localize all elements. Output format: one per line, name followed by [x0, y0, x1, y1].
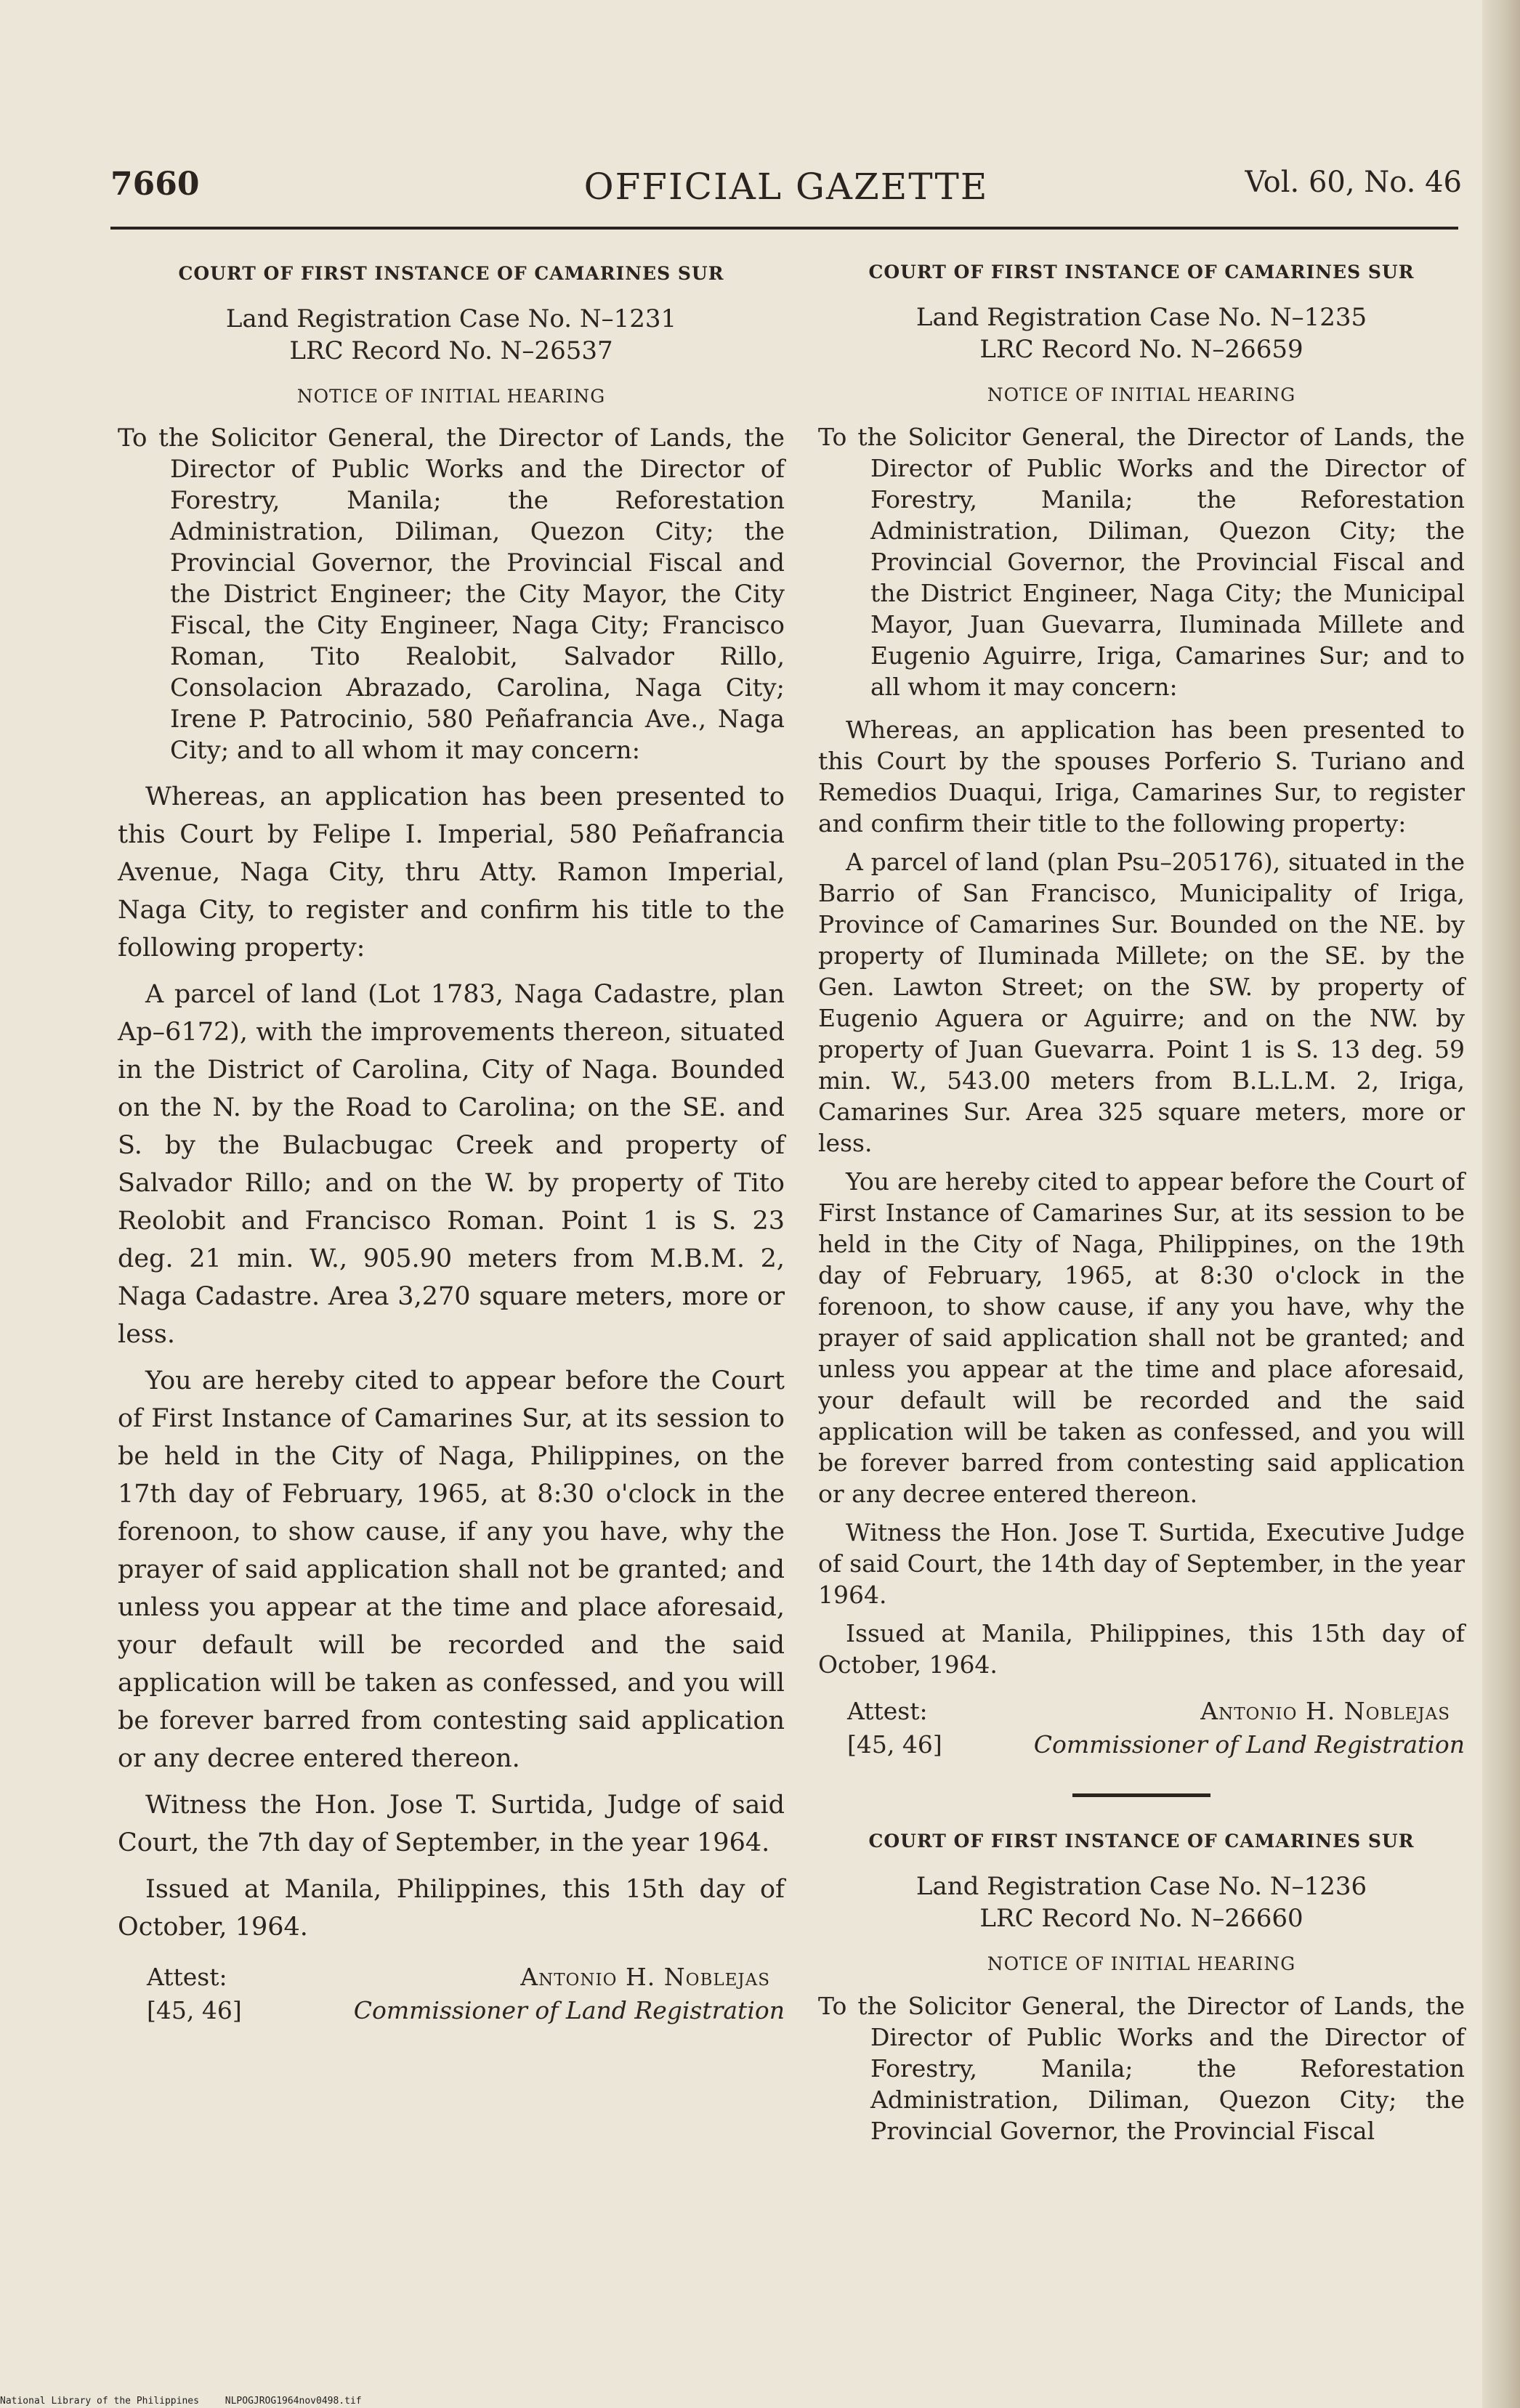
witness-paragraph: Witness the Hon. Jose T. Surtida, Executive Judge of said Court, the 14th day of September, in the year 1964.	[818, 1518, 1465, 1609]
scan-filename: NLPOGJROG1964nov0498.tif	[225, 2396, 362, 2407]
issued-paragraph: Issued at Manila, Philippines, this 15th day of October, 1964.	[818, 1619, 1465, 1679]
court-heading: COURT OF FIRST INSTANCE OF CAMARINES SUR	[178, 263, 724, 284]
page-binding-shadow	[1482, 0, 1520, 2408]
signature-block	[118, 1961, 785, 2030]
property-paragraph: A parcel of land (Lot 1783, Naga Cadastre, plan Ap–6172), with the improvements thereon, situated in the District of Carolina, City of Naga. Bounded on the N. by the Road to Carolina; on the SE. and S. by the Bulacbugac Creek and property of Salvador Rillo; and on the W. by property of Tito Reolobit and Francisco Roman. Point 1 is S. 23 deg. 21 min. W., 905.90 meters from M.B.M. 2, Naga Cadastre. Area 3,270 square meters, more or less.	[118, 980, 785, 1349]
signer-title: Commissioner of Land Registration	[353, 1996, 785, 2024]
property-paragraph: A parcel of land (plan Psu–205176), situated in the Barrio of San Francisco, Municipality of Iriga, Province of Camarines Sur. Bounded on the NE. by property of Iluminada Millete; on the SE. by the Gen. Lawton Street; on the SW. by property of Eugenio Aguera or Aguirre; and on the NW. by property of Juan Guevarra. Point 1 is S. 13 deg. 59 min. W., 543.00 meters from B.L.L.M. 2, Iriga, Camarines Sur. Area 325 square meters, more or less.	[818, 848, 1465, 1157]
lrc-record: LRC Record No. N–26659	[979, 335, 1303, 364]
signer-name: Antonio H. Noblejas	[520, 1963, 770, 1991]
addressees: To the Solicitor General, the Director of Lands, the Director of Public Works and the Director of Forestry, Manila; the Reforestation Administration, Diliman, Quezon City; the Provincial Governor, the Provincial Fiscal and the District Engineer; the City Mayor, the City Fiscal, the City Engineer, Naga City; Francisco Roman, Tito Realobit, Salvador Rillo, Consolacion Abrazado, Carolina, Naga City; Irene P. Patrocinio, 580 Peñafrancia Ave., Naga City; and to all whom it may concern:	[118, 423, 785, 765]
lrc-record: LRC Record No. N–26660	[979, 1904, 1303, 1933]
addressees: To the Solicitor General, the Director of Lands, the Director of Public Works and the Director of Forestry, Manila; the Reforestation Administration, Diliman, Quezon City; the Provincial Governor, the Provincial Fiscal and the District Engineer, Naga City; the Municipal Mayor, Juan Guevarra, Iluminada Millete and Eugenio Aguirre, Iriga, Camarines Sur; and to all whom it may concern:	[818, 423, 1465, 701]
citation-paragraph: You are hereby cited to appear before the Court of First Instance of Camarines Sur, at its session to be held in the City of Naga, Philippines, on the 17th day of February, 1965, at 8:30 o'clock in the forenoon, to show cause, if any you have, why the prayer of said application shall not be granted; and unless you appear at the time and place aforesaid, your default will be recorded and the said application will be taken as confessed, and you will be forever barred from contesting said application or any decree entered thereon.	[118, 1366, 785, 1773]
header-rule	[110, 227, 1458, 230]
reference-number: [45, 46]	[147, 1996, 242, 2024]
court-heading: COURT OF FIRST INSTANCE OF CAMARINES SUR	[868, 1831, 1415, 1852]
library-credit: National Library of the Philippines	[0, 2396, 199, 2407]
volume-issue: Vol. 60, No. 46	[1245, 166, 1462, 199]
notice-case-n1235	[818, 262, 1465, 1764]
case-number: Land Registration Case No. N–1236	[915, 1872, 1367, 1901]
signer-name: Antonio H. Noblejas	[1200, 1697, 1450, 1725]
attest-label: Attest:	[847, 1697, 928, 1725]
addressees: To the Solicitor General, the Director of Lands, the Director of Public Works and the Director of Forestry, Manila; the Reforestation Administration, Diliman, Quezon City; the Provincial Governor, the Provincial Fiscal	[818, 1992, 1465, 2145]
section-separator	[1072, 1793, 1210, 1797]
application-paragraph: Whereas, an application has been presented to this Court by Felipe I. Imperial, 580 Peñafrancia Avenue, Naga City, thru Atty. Ramon Imperial, Naga City, to register and confirm his title to the following property:	[118, 782, 785, 962]
notice-case-n1236	[818, 1831, 1465, 2146]
notice-heading: NOTICE OF INITIAL HEARING	[987, 1953, 1296, 1974]
issued-paragraph: Issued at Manila, Philippines, this 15th day of October, 1964.	[118, 1875, 785, 1942]
running-header	[110, 166, 1462, 216]
notice-heading: NOTICE OF INITIAL HEARING	[987, 384, 1296, 405]
signature-block	[818, 1695, 1465, 1764]
notice-heading: NOTICE OF INITIAL HEARING	[296, 386, 606, 407]
attest-label: Attest:	[147, 1963, 227, 1991]
scan-footer	[0, 2396, 382, 2407]
lrc-record: LRC Record No. N–26537	[289, 336, 613, 365]
publication-title: OFFICIAL GAZETTE	[583, 166, 989, 208]
witness-paragraph: Witness the Hon. Jose T. Surtida, Judge of said Court, the 7th day of September, in the year 1964.	[118, 1791, 785, 1857]
application-paragraph: Whereas, an application has been presented to this Court by the spouses Porferio S. Turiano and Remedios Duaqui, Iriga, Camarines Sur, to register and confirm their title to the following property:	[818, 715, 1465, 838]
court-heading: COURT OF FIRST INSTANCE OF CAMARINES SUR	[868, 262, 1415, 283]
page-number: 7660	[110, 166, 200, 203]
case-number: Land Registration Case No. N–1231	[225, 304, 677, 333]
case-number: Land Registration Case No. N–1235	[915, 303, 1367, 332]
reference-number: [45, 46]	[847, 1730, 942, 1759]
signer-title: Commissioner of Land Registration	[1033, 1730, 1465, 1759]
citation-paragraph: You are hereby cited to appear before the Court of First Instance of Camarines Sur, at its session to be held in the City of Naga, Philippines, on the 19th day of February, 1965, at 8:30 o'clock in the forenoon, to show cause, if any you have, why the prayer of said application shall not be granted; and unless you appear at the time and place aforesaid, your default will be recorded and the said application will be taken as confessed, and you will be forever barred from contesting said application or any decree entered thereon.	[818, 1167, 1465, 1508]
right-column	[818, 262, 1465, 2158]
notice-case-n1231	[118, 263, 785, 2030]
